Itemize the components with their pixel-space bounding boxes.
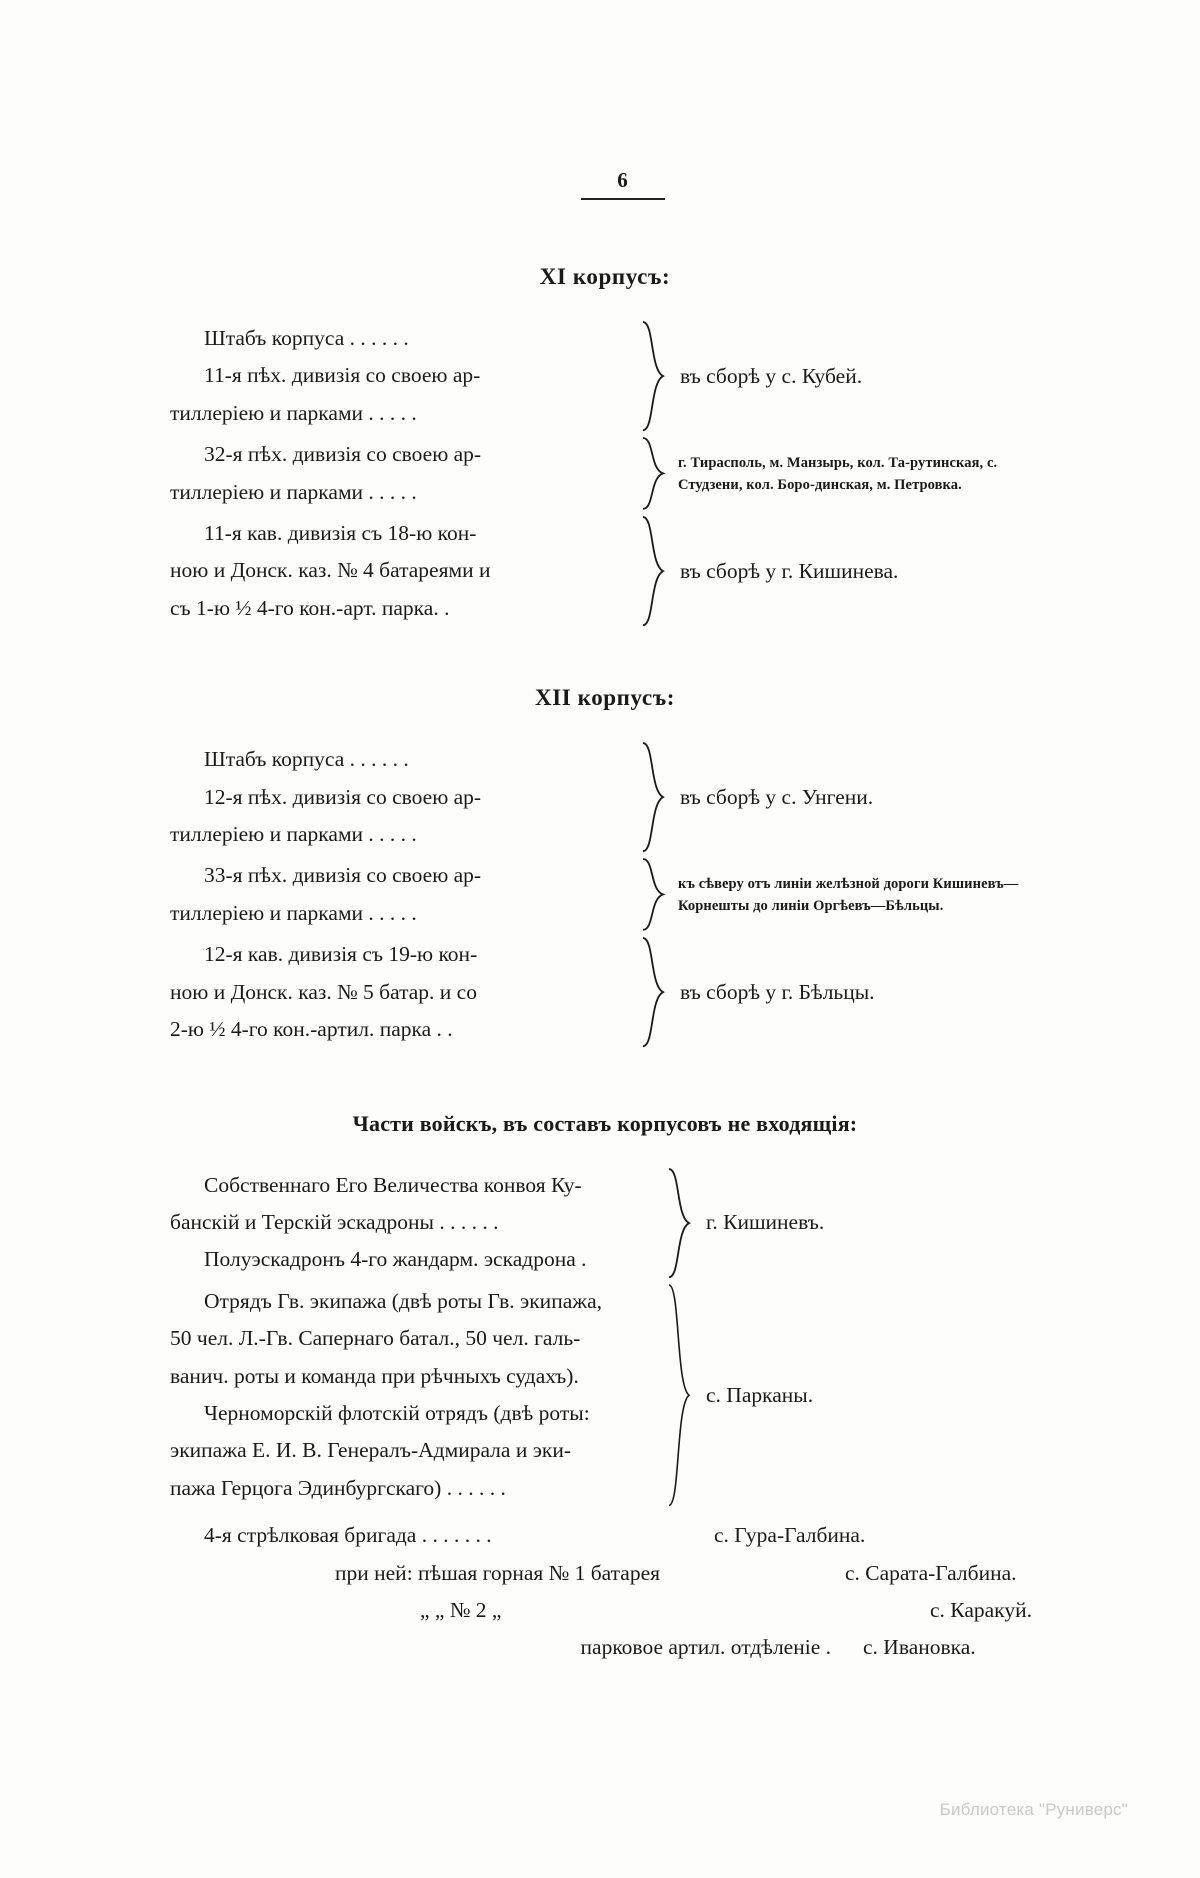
- section-heading-extra: Части войскъ, въ составъ корпусовъ не входящія:: [352, 1110, 858, 1136]
- group-xii-2: [170, 857, 1040, 932]
- section-body-extra: [170, 1167, 1040, 1667]
- text-line: 32-я пѣх. дивизія со своею ар-: [204, 442, 482, 467]
- section-heading-xi: XI корпусъ:: [539, 264, 671, 289]
- group-xi-2-location: г. Тирасполь, м. Манзырь, кол. Та-рутинская, с. Студзени, кол. Боро-динская, м. Петровка.: [678, 454, 998, 493]
- curly-brace-icon: [640, 936, 666, 1048]
- table-row: [170, 1592, 1040, 1629]
- section-heading-xii: XII корпусъ:: [534, 685, 676, 711]
- curly-brace-icon: [640, 515, 666, 627]
- group-xi-1: [170, 320, 1040, 432]
- page-content: [170, 170, 1040, 1667]
- curly-brace-icon: [640, 857, 666, 932]
- group-extra-2-location: с. Парканы.: [706, 1382, 814, 1407]
- text-line: тиллеріею и парками . . . . .: [170, 479, 417, 504]
- group-xii-3: [170, 936, 1040, 1048]
- page-number-block: [413, 170, 833, 200]
- group-extra-1-location: г. Кишиневъ.: [706, 1210, 825, 1235]
- text-line: 12-я пѣх. дивизія со своею ар-: [204, 784, 482, 809]
- row-label: 4-я стрѣлковая бригада . . . . . . .: [204, 1523, 492, 1548]
- page-number-rule: [581, 198, 665, 200]
- text-line: ною и Донск. каз. № 4 батареями и: [170, 558, 491, 583]
- group-xii-2-location: къ сѣверу отъ линіи желѣзной дороги Кишиневъ—Корнешты до линіи Оргѣевъ—Бѣльцы.: [678, 875, 1019, 914]
- group-xii-3-location: въ сборѣ у г. Бѣльцы.: [680, 980, 875, 1005]
- text-line: пажа Герцога Эдинбургскаго) . . . . . .: [170, 1475, 506, 1500]
- group-xi-2: [170, 436, 1040, 511]
- group-xi-3-location: въ сборѣ у г. Кишинева.: [680, 558, 899, 583]
- text-line: Штабъ корпуса . . . . . .: [204, 326, 409, 350]
- text-line: Штабъ корпуса . . . . . .: [204, 747, 409, 772]
- text-line: тиллеріею и парками . . . . .: [170, 900, 417, 925]
- text-line: 11-я пѣх. дивизія со своею ар-: [204, 363, 481, 388]
- row-value: с. Ивановка.: [863, 1635, 976, 1660]
- curly-brace-icon: [666, 1283, 692, 1507]
- curly-brace-icon: [640, 741, 666, 853]
- row-value: с. Сарата-Галбина.: [845, 1560, 1017, 1585]
- text-line: 11-я кав. дивизія съ 18-ю кон-: [204, 521, 477, 546]
- text-line: тиллеріею и парками . . . . .: [170, 822, 417, 847]
- table-row: [170, 1555, 1040, 1592]
- group-extra-2: [170, 1283, 1040, 1507]
- table-row: [170, 1629, 1040, 1666]
- section-body-xi: [170, 320, 1040, 627]
- text-line: съ 1-ю ½ 4-го кон.-арт. парка. .: [170, 595, 450, 620]
- group-xi-1-location: въ сборѣ у с. Кубей.: [680, 363, 863, 388]
- text-line: ною и Донск. каз. № 5 батар. и со: [170, 979, 477, 1004]
- text-line: Полуэскадронъ 4-го жандарм. эскадрона .: [204, 1247, 587, 1272]
- group-xii-2-left: [170, 857, 640, 932]
- text-line: 33-я пѣх. дивизія со своею ар-: [204, 863, 482, 888]
- text-line: 12-я кав. дивизія съ 19-ю кон-: [204, 942, 478, 967]
- group-extra-1: [170, 1167, 1040, 1279]
- group-xii-1-location: въ сборѣ у с. Унгени.: [680, 785, 874, 810]
- group-xii-3-left: [170, 936, 640, 1048]
- page-number: 6: [617, 168, 629, 192]
- group-xi-1-left: [170, 320, 640, 432]
- text-line: Черноморскій флотскій отрядъ (двѣ роты:: [204, 1400, 590, 1425]
- group-extra-2-left: [170, 1283, 666, 1507]
- group-xi-2-left: [170, 436, 640, 511]
- curly-brace-icon: [666, 1167, 692, 1279]
- library-watermark: Библиотека "Руниверс": [939, 1800, 1128, 1819]
- row-value: с. Гура-Галбина.: [714, 1523, 866, 1548]
- group-extra-1-left: [170, 1167, 666, 1279]
- group-xi-3-left: [170, 515, 640, 627]
- text-line: банскій и Терскій эскадроны . . . . . .: [170, 1209, 499, 1234]
- group-xii-1: [170, 741, 1040, 853]
- group-xi-3: [170, 515, 1040, 627]
- row-label: „ „ № 2 „: [420, 1597, 502, 1622]
- group-xii-1-left: [170, 741, 640, 853]
- text-line: экипажа Е. И. В. Генералъ-Адмирала и эки-: [170, 1438, 572, 1463]
- text-line: 50 чел. Л.-Гв. Сапернаго батал., 50 чел. галь-: [170, 1326, 581, 1351]
- row-label: парковое артил. отдѣленіе .: [580, 1635, 831, 1660]
- table-row: [170, 1517, 1040, 1554]
- curly-brace-icon: [640, 320, 666, 432]
- row-value: с. Каракуй.: [930, 1597, 1032, 1622]
- curly-brace-icon: [640, 436, 666, 511]
- text-line: ванич. роты и команда при рѣчныхъ судахъ).: [170, 1363, 579, 1388]
- text-line: тиллеріею и парками . . . . .: [170, 400, 417, 425]
- text-line: 2-ю ½ 4-го кон.-артил. парка . .: [170, 1017, 453, 1042]
- text-line: Собственнаго Его Величества конвоя Ку-: [204, 1172, 582, 1197]
- text-line: Отрядъ Гв. экипажа (двѣ роты Гв. экипажа,: [204, 1288, 603, 1313]
- row-label: при ней: пѣшая горная № 1 батарея: [335, 1560, 660, 1585]
- section-body-xii: [170, 741, 1040, 1048]
